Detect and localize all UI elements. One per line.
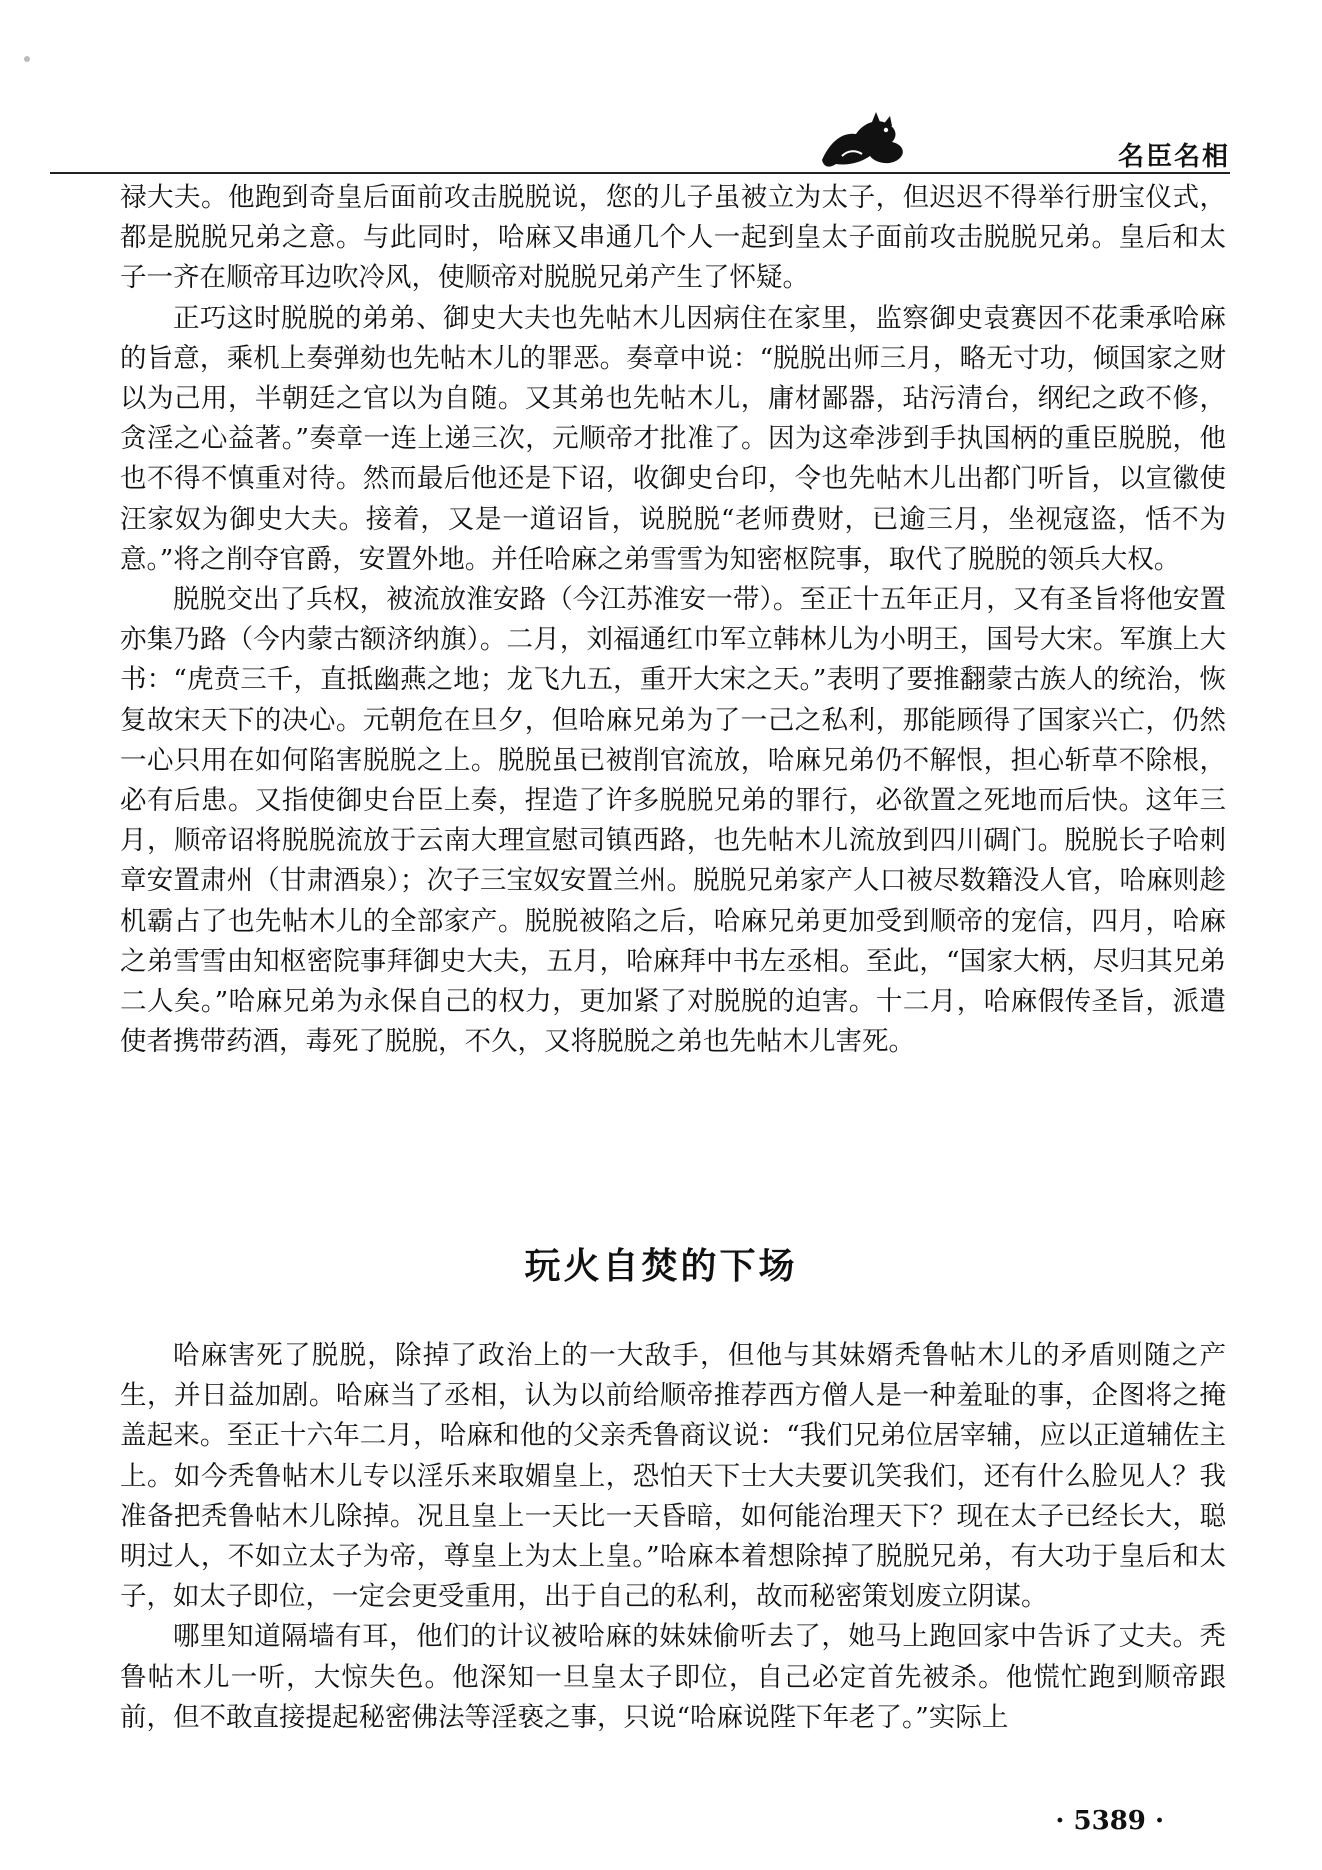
dragon-icon xyxy=(812,112,912,172)
body-text xyxy=(120,178,1226,1062)
paragraph: 哈麻害死了脱脱，除掉了政治上的一大敌手，但他与其妹婿秃鲁帖木儿的矛盾则随之产生，并日益加剧。哈麻当了丞相，认为以前给顺帝推荐西方僧人是一种羞耻的事，企图将之掩盖起来。至正十六年二月，哈麻和他的父亲秃鲁商议说：“我们兄弟位居宰辅，应以正道辅佐主上。如今秃鲁帖木儿专以淫乐来取媚皇上，恐怕天下士大夫要讥笑我们，还有什么脸见人？我准备把秃鲁帖木儿除掉。况且皇上一天比一天昏暗，如何能治理天下？现在太子已经长大，聪明过人，不如立太子为帝，尊皇上为太上皇。”哈麻本着想除掉了脱脱兄弟，有大功于皇后和太子，如太子即位，一定会更受重用，出于自己的私利，故而秘密策划废立阴谋。 xyxy=(120,1340,1226,1613)
scan-speck xyxy=(24,56,30,62)
paragraph: 哪里知道隔墙有耳，他们的计议被哈麻的妹妹偷听去了，她马上跑回家中告诉了丈夫。秃鲁帖木儿一听，大惊失色。他深知一旦皇太子即位，自己必定首先被杀。他慌忙跑到顺帝跟前，但不敢直接提起秘密佛法等淫亵之事，只说“哈麻说陛下年老了。”实际上 xyxy=(120,1621,1226,1733)
paragraph: 正巧这时脱脱的弟弟、御史大夫也先帖木儿因病住在家里，监察御史袁赛因不花秉承哈麻的旨意，乘机上奏弹劾也先帖木儿的罪恶。奏章中说：“脱脱出师三月，略无寸功，倾国家之财以为己用，半朝廷之官以为自随。又其弟也先帖木儿，庸材鄙器，玷污清台，纲纪之政不修，贪淫之心益著。”奏章一连上递三次，元顺帝才批准了。因为这牵涉到手执国柄的重臣脱脱，他也不得不慎重对待。然而最后他还是下诏，收御史台印，令也先帖木儿出都门听旨，以宣徽使汪家奴为御史大夫。接着，又是一道诏旨，说脱脱“老师费财，已逾三月，坐视寇盗，恬不为意。”将之削夺官爵，安置外地。并任哈麻之弟雪雪为知密枢院事，取代了脱脱的领兵大权。 xyxy=(120,302,1226,575)
running-title: 名臣名相 xyxy=(1117,142,1230,172)
page-number: · 5389 · xyxy=(1055,1806,1164,1836)
paragraph: 脱脱交出了兵权，被流放淮安路（今江苏淮安一带）。至正十五年正月，又有圣旨将他安置亦集乃路（今内蒙古额济纳旗）。二月，刘福通红巾军立韩林儿为小明王，国号大宋。军旗上大书：“虎贲三千，直抵幽燕之地；龙飞九五，重开大宋之天。”表明了要推翻蒙古族人的统治，恢复故宋天下的决心。元朝危在旦夕，但哈麻兄弟为了一己之私利，那能顾得了国家兴亡，仍然一心只用在如何陷害脱脱之上。脱脱虽已被削官流放，哈麻兄弟仍不解恨，担心斩草不除根，必有后患。又指使御史台臣上奏，捏造了许多脱脱兄弟的罪行，必欲置之死地而后快。这年三月，顺帝诏将脱脱流放于云南大理宣慰司镇西路，也先帖木儿流放到四川碉门。脱脱长子哈刺章安置肃州（甘肃酒泉）；次子三宝奴安置兰州。脱脱兄弟家产人口被尽数籍没人官，哈麻则趁机霸占了也先帖木儿的全部家产。脱脱被陷之后，哈麻兄弟更加受到顺帝的宠信，四月，哈麻之弟雪雪由知枢密院事拜御史大夫，五月，哈麻拜中书左丞相。至此，“国家大柄，尽归其兄弟二人矣。”哈麻兄弟为永保自己的权力，更加紧了对脱脱的迫害。十二月，哈麻假传圣旨，派遣使者携带药酒，毒死了脱脱，不久，又将脱脱之弟也先帖木儿害死。 xyxy=(120,584,1226,1058)
section-body-text xyxy=(120,1336,1226,1738)
header-rule xyxy=(50,172,1230,174)
section-title: 玩火自焚的下场 xyxy=(524,1246,798,1287)
page-header xyxy=(790,112,1230,172)
paragraph: 禄大夫。他跑到奇皇后面前攻击脱脱说，您的儿子虽被立为太子，但迟迟不得举行册宝仪式，都是脱脱兄弟之意。与此同时，哈麻又串通几个人一起到皇太子面前攻击脱脱兄弟。皇后和太子一齐在顺帝耳边吹冷风，使顺帝对脱脱兄弟产生了怀疑。 xyxy=(120,182,1226,294)
